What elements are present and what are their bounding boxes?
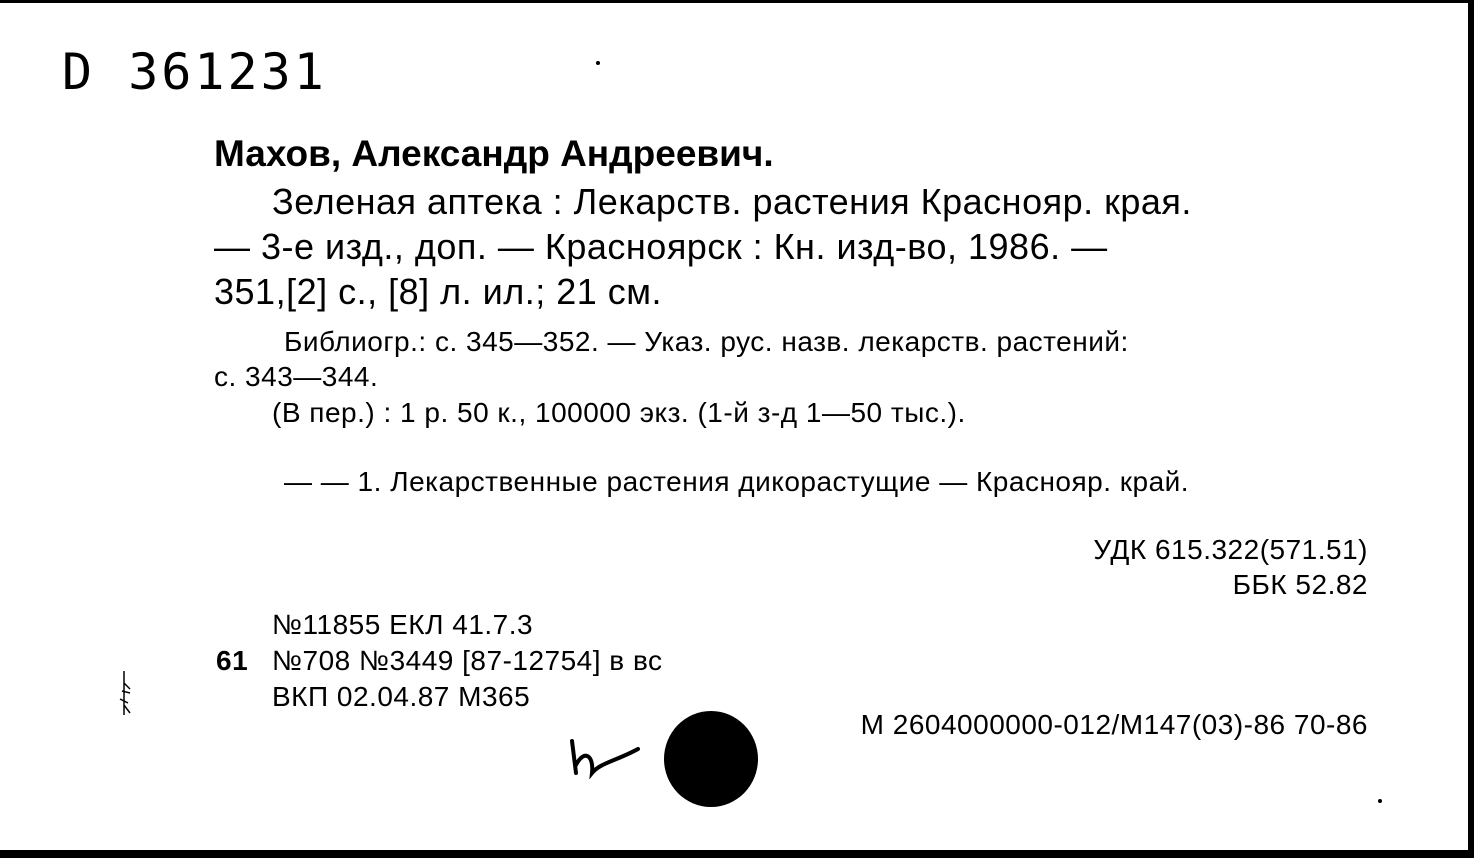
title-line-1: Зеленая аптека : Лекарств. растения Краснояр. края.	[272, 181, 1192, 222]
bibliography-note: Библиогр.: с. 345—352. — Указ. рус. назв. лекарств. растений:	[284, 326, 1129, 357]
shelf-mark: D 361231	[62, 43, 327, 101]
price-note: (В пер.) : 1 р. 50 к., 100000 экз. (1-й з-д 1—50 тыс.).	[272, 397, 966, 428]
bbk-code: ББК 52.82	[1232, 569, 1368, 600]
subject-heading: — — 1. Лекарственные растения дикорастущие — Краснояр. край.	[284, 466, 1190, 497]
index-code: М 2604000000-012/М147(03)-86 70-86	[860, 709, 1368, 740]
author-heading: Махов, Александр Андреевич.	[214, 133, 774, 174]
service-line-2: №708 №3449 [87-12754] в вс	[272, 645, 663, 676]
margin-mark	[116, 669, 136, 717]
title-line-2: — 3-е изд., доп. — Красноярск : Кн. изд-во, 1986. —	[214, 226, 1108, 267]
speck	[596, 61, 600, 65]
handwritten-signature	[566, 735, 646, 779]
title-line-3: 351,[2] с., [8] л. ил.; 21 см.	[214, 271, 663, 312]
udk-code: УДК 615.322(571.51)	[1093, 534, 1368, 565]
service-line-1: №11855 ЕКЛ 41.7.3	[272, 609, 534, 640]
bibliography-note-cont: с. 343—344.	[214, 361, 379, 392]
service-line-3: ВКП 02.04.87 М365	[272, 681, 531, 712]
speck	[1378, 799, 1382, 803]
ink-blot	[664, 711, 758, 807]
service-prefix: 61	[216, 645, 249, 676]
